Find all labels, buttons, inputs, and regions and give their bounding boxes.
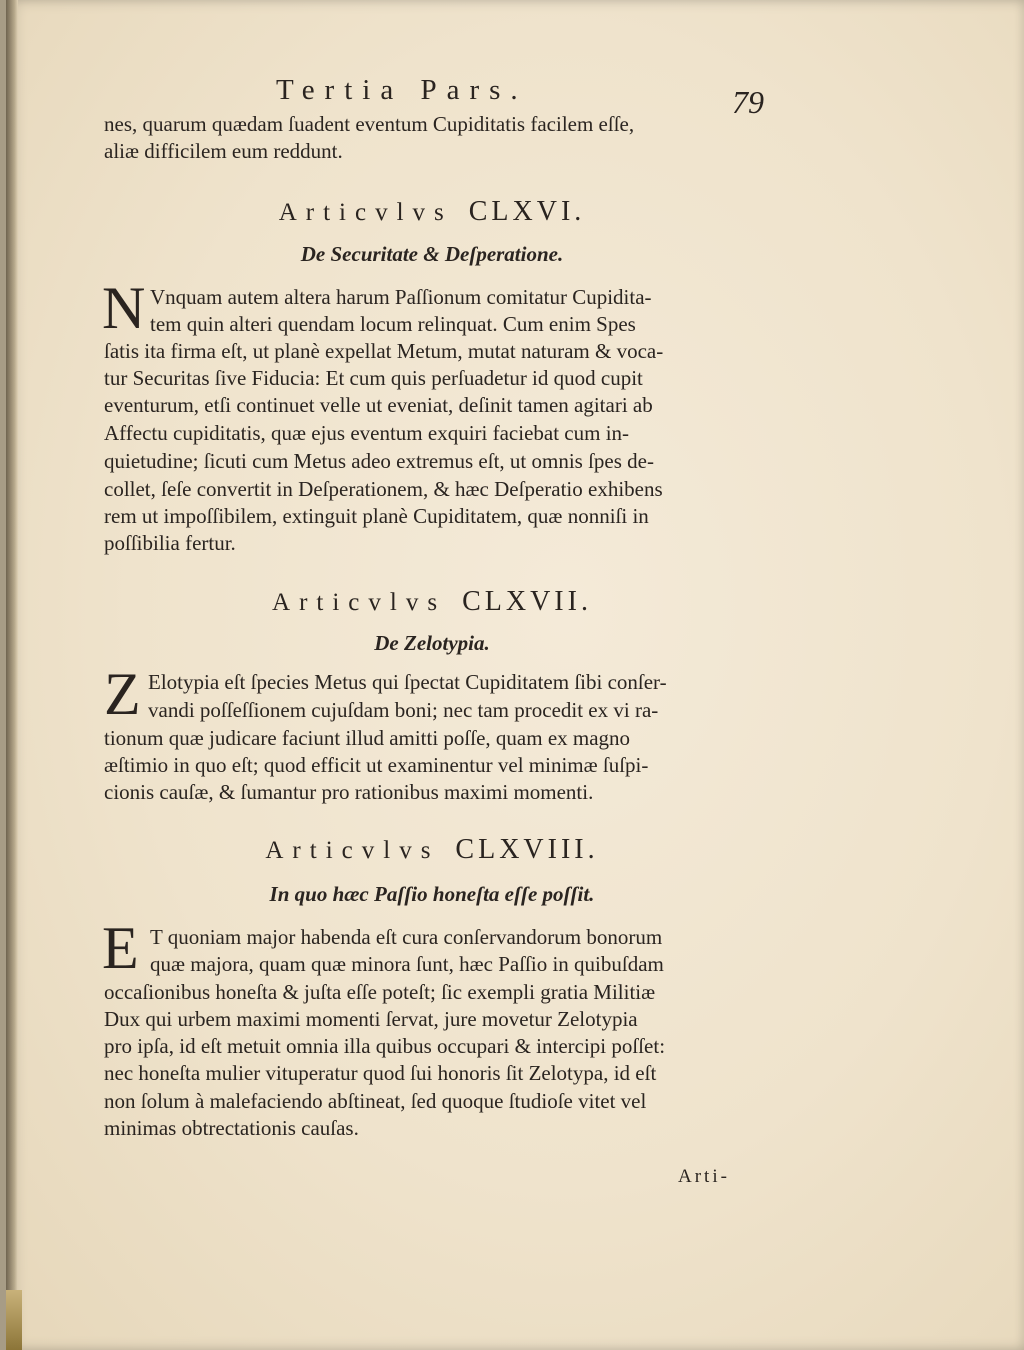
article-line: rem ut impoſſibilem, extinguit planè Cupiditatem, quæ nonniſi in (104, 504, 649, 528)
intro-line: nes, quarum quædam ſuadent eventum Cupiditatis facilem eſſe, (104, 112, 635, 136)
dropcap: Z (104, 661, 141, 727)
article-line: vandi poſſeſſionem cujuſdam boni; nec tam procedit ex vi ra- (148, 698, 659, 722)
article-title: In quo hæc Paſſio honeſta eſſe poſſit. (269, 882, 595, 906)
article-line: minimas obtrectationis cauſas. (104, 1116, 359, 1140)
article-line: nec honeſta mulier vituperatur quod ſui honoris ſit Zelotypa, id eſt (104, 1061, 657, 1085)
article-line: æſtimio in quo eſt; quod efficit ut examinentur vel minimæ ſuſpi- (104, 753, 649, 777)
article-line: poſſibilia fertur. (104, 531, 236, 555)
article-line: non ſolum à malefaciendo abſtineat, ſed quoque ſtudioſe vitet vel (104, 1089, 647, 1113)
catchword: Arti- (678, 1166, 730, 1187)
article-line: quietudine; ſicuti cum Metus adeo extremus eſt, ut omnis ſpes de- (104, 449, 654, 473)
article-line: cionis cauſæ, & ſumantur pro rationibus maximi momenti. (104, 780, 594, 804)
heading-word: Articvlvs (272, 589, 447, 616)
book-page (6, 0, 1024, 1350)
binding-stain (6, 1290, 22, 1350)
dropcap: E (102, 915, 139, 981)
article-line: collet, ſeſe convertit in Deſperationem, & hæc Deſperatio exhibens (104, 477, 663, 501)
heading-word: Articvlvs (278, 199, 453, 226)
dropcap: N (102, 275, 146, 341)
article-heading (102, 834, 762, 866)
page-gutter (6, 0, 18, 1350)
article-line: tionum quæ judicare faciunt illud amitti poſſe, quam ex magno (104, 726, 631, 750)
intro-line: aliæ difficilem eum reddunt. (104, 139, 343, 163)
article-heading (102, 586, 762, 618)
heading-number: CLXVII. (462, 586, 592, 617)
heading-number: CLXVIII. (455, 834, 599, 865)
page-number: 79 (732, 84, 764, 120)
article-line: Elotypia eſt ſpecies Metus qui ſpectat Cupiditatem ſibi conſer- (148, 670, 667, 694)
article-line: Dux qui urbem maximi momenti ſervat, jure movetur Zelotypia (104, 1007, 638, 1031)
running-head: Tertia Pars. (276, 74, 528, 106)
article-line: tem quin alteri quendam locum relinquat. Cum enim Spes (150, 312, 636, 336)
text-block (102, 0, 762, 1350)
article-line: tur Securitas ſive Fiducia: Et cum quis perſuadetur id quod cupit (104, 366, 643, 390)
heading-number: CLXVI. (468, 196, 586, 227)
article-line: ſatis ita firma eſt, ut planè expellat Metum, mutat naturam & voca- (104, 339, 664, 363)
article-heading (102, 196, 762, 228)
article-line: occaſionibus honeſta & juſta eſſe poteſt; ſic exempli gratia Militiæ (104, 980, 656, 1004)
article-line: T quoniam major habenda eſt cura conſervandorum bonorum (150, 925, 663, 949)
article-line: Affectu cupiditatis, quæ ejus eventum exquiri faciebat cum in- (104, 421, 630, 445)
article-title: De Zelotypia. (374, 631, 490, 655)
article-line: pro ipſa, id eſt metuit omnia illa quibus occupari & intercipi poſſet: (104, 1034, 666, 1058)
article-title: De Securitate & Deſperatione. (300, 242, 564, 266)
article-line: eventurum, etſi continuet velle ut eveniat, deſinit tamen agitari ab (104, 393, 653, 417)
article-line: Vnquam autem altera harum Paſſionum comitatur Cupidita- (150, 285, 652, 309)
heading-word: Articvlvs (265, 837, 440, 864)
article-line: quæ majora, quam quæ minora ſunt, hæc Paſſio in quibuſdam (150, 952, 664, 976)
